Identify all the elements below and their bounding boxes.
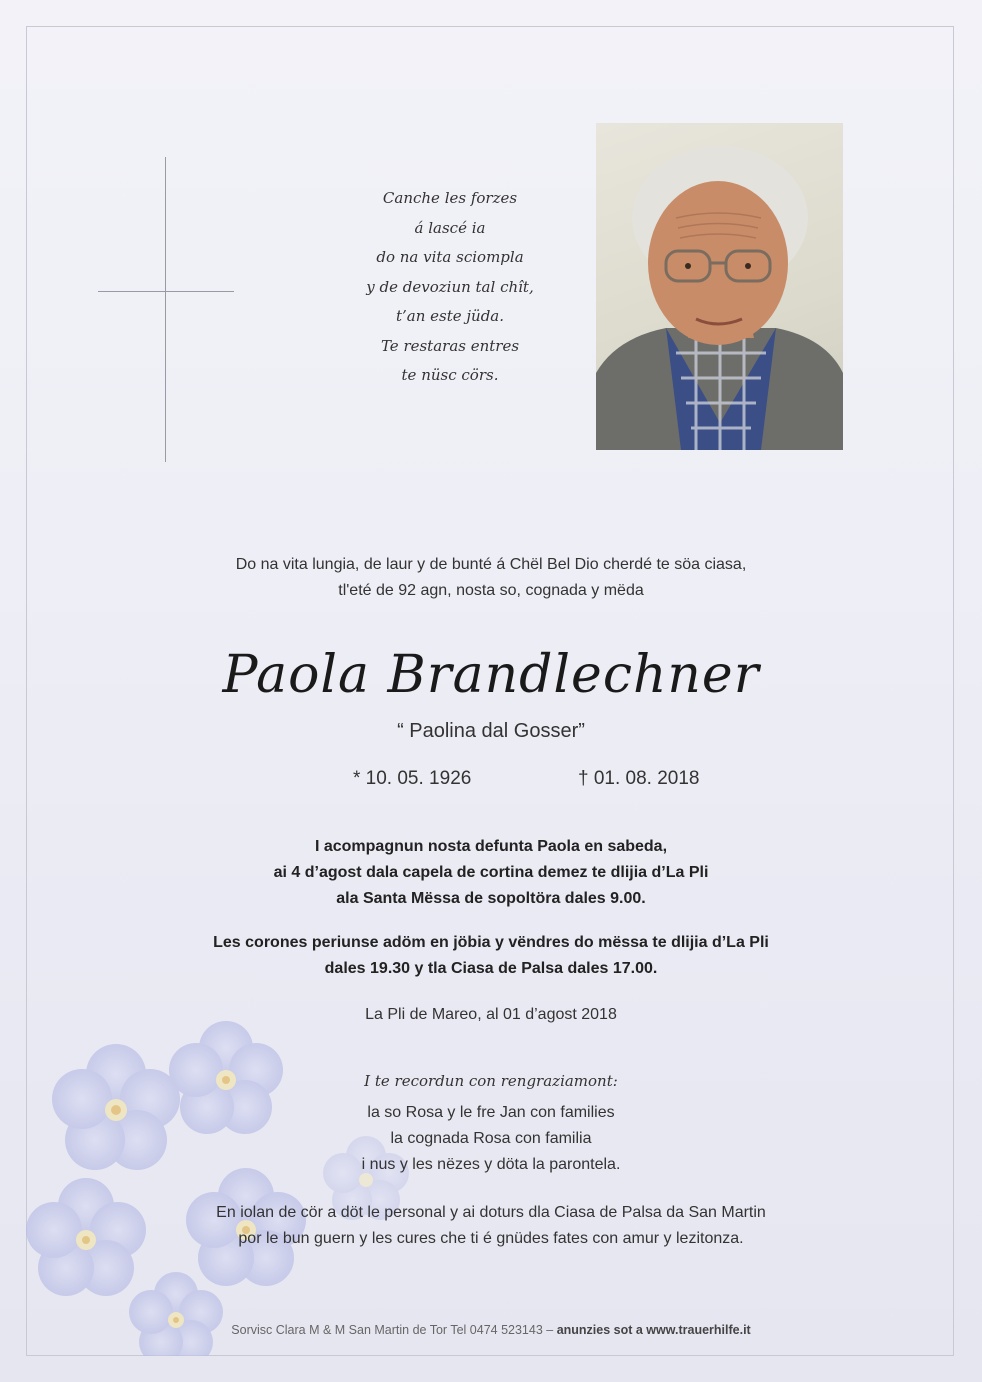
funeral-line: ala Santa Mëssa de sopoltöra dales 9.00.: [336, 890, 646, 907]
closing-line: por le bun guern y les cures che ti é gnüdes fates con amur y lezitonza.: [238, 1230, 744, 1247]
cross-icon-horizontal: [98, 291, 234, 292]
portrait-photo: [596, 123, 843, 450]
mourner-line: la cognada Rosa con familia: [390, 1130, 592, 1147]
mourner-line: i nus y les nëzes y döta la parontela.: [361, 1156, 621, 1173]
funeral-line: ai 4 d’agost dala capela de cortina demez te dlijia d’La Pli: [273, 864, 709, 881]
mourners-list: [150, 1100, 832, 1178]
mourner-line: la so Rosa y le fre Jan con families: [367, 1104, 615, 1121]
funeral-line: I acompagnun nosta defunta Paola en sabeda,: [314, 838, 668, 855]
poem-line: do na vita sciompla: [376, 248, 524, 266]
birth-date: * 10. 05. 1926: [353, 768, 472, 789]
intro-line: tl'eté de 92 agn, nosta so, cognada y mëda: [338, 582, 644, 599]
footer-web-link[interactable]: anunzies sot a www.trauerhilfe.it: [556, 1323, 751, 1337]
deceased-nickname: “ Paolina dal Gosser”: [397, 720, 585, 742]
poem-line: á lascé ia: [414, 218, 486, 237]
rosary-line: dales 19.30 y tla Ciasa de Palsa dales 17.00.: [324, 960, 658, 977]
poem-line: Te restaras entres: [380, 336, 520, 355]
poem-line: y de devoziun tal chît,: [366, 277, 534, 296]
poem-line: t’an este jüda.: [395, 307, 505, 325]
footer: [150, 1323, 832, 1337]
rosary-line: Les corones periunse adöm en jöbia y vëndres do mëssa te dlijia d’La Pli: [213, 934, 769, 951]
death-date: † 01. 08. 2018: [578, 768, 700, 789]
poem-line: te nüsc cörs.: [401, 366, 499, 384]
poem: [340, 184, 560, 391]
footer-service: Sorvisc Clara M & M San Martin de Tor Tel 0474 523143 –: [231, 1323, 557, 1337]
rosary-info: [150, 930, 832, 982]
closing-line: En iolan de cör a döt le personal y ai doturs dla Ciasa de Palsa da San Martin: [216, 1204, 766, 1221]
poem-line: Canche les forzes: [382, 189, 518, 207]
place-and-date: La Pli de Mareo, al 01 d’agost 2018: [365, 1006, 617, 1023]
funeral-info: [150, 834, 832, 912]
closing-thanks: [150, 1200, 832, 1252]
intro-text: [150, 552, 832, 604]
intro-line: Do na vita lungia, de laur y de bunté á Chël Bel Dio cherdé te söa ciasa,: [235, 556, 747, 573]
cross-icon-vertical: [165, 157, 166, 462]
deceased-name: Paola Brandlechner: [222, 645, 760, 705]
life-dates: [0, 768, 982, 798]
mourners-heading: I te recordun con rengraziamont:: [364, 1072, 618, 1090]
